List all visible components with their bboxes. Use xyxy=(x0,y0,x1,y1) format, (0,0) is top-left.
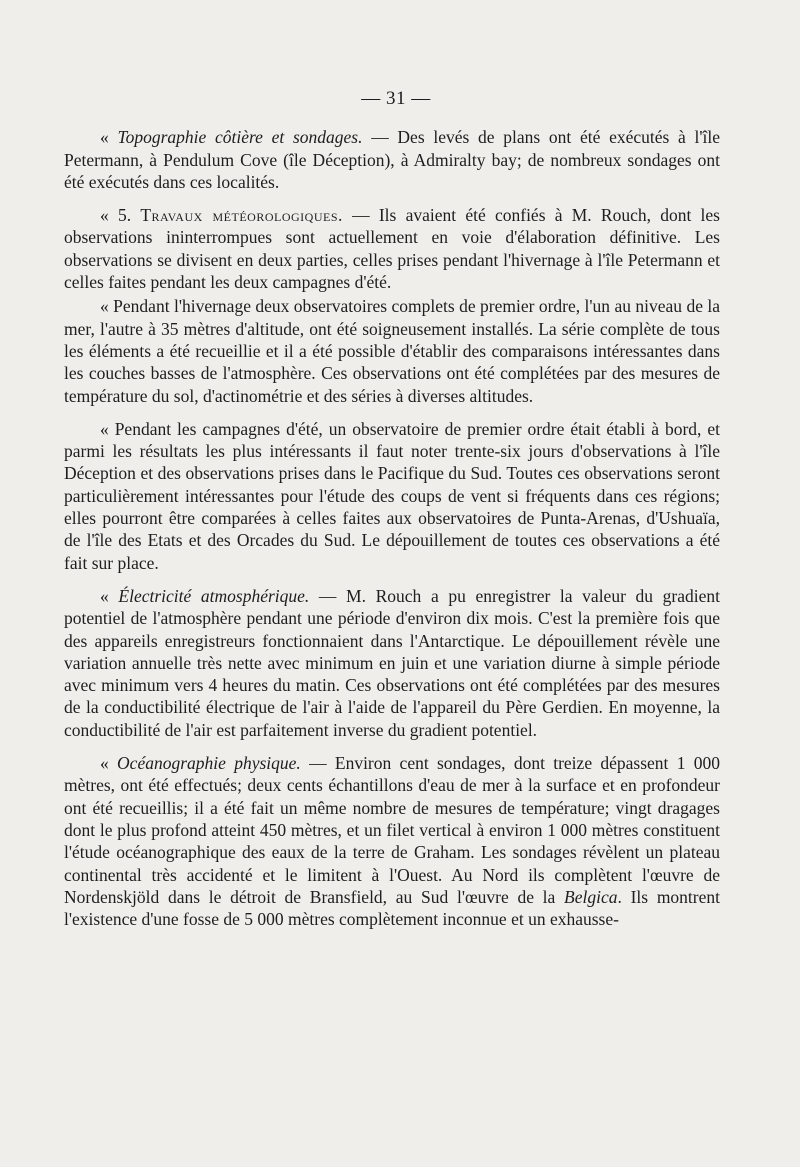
paragraph-text: — Environ cent sondages, dont treize dépassent 1 000 mètres, ont été effectués; deux cents échantillons d'eau de mer à la surface et en profondeur ont été recueillis; il a été fait un même nombre de mesures de température; vingt dragages dont le plus profond atteint 450 mètres, et un filet vertical à environ 1 000 mètres constituent l'étude océanographique des eaux de la terre de Graham. Les sondages révèlent un plateau continental très accidenté et le limitent à l'Ouest. Au Nord ils complètent l'œuvre de Nordenskjöld dans le détroit de Bransfield, au Sud l'œuvre de la xyxy=(64,753,721,907)
paragraph-text-end: . Ils montrent l'existence d'une fosse de 5 000 mètres complètement inconnue et un exhausse- xyxy=(64,886,721,930)
page-number: — 31 — xyxy=(361,88,431,109)
paragraph-oceanographie xyxy=(64,752,720,930)
opening-quote: « xyxy=(100,127,118,148)
opening-quote: « xyxy=(100,205,118,226)
section-number: 5. xyxy=(117,205,141,226)
section-lead-oceanographie: Océanographie physique. xyxy=(117,753,301,774)
section-title-travaux-meteorologiques: Travaux météorologiques. xyxy=(140,205,343,226)
paragraph-text: — Des levés de plans ont été exécutés à l'île Petermann, à Pendulum Cove (île Déception), à Admiralty bay; de nombreux sondages ont été exécutés dans ces localités. xyxy=(64,127,721,192)
paragraph-electricite xyxy=(64,585,720,741)
paragraph-text: — M. Rouch a pu enregistrer la valeur du gradient potentiel de l'atmosphère pendant une période d'environ dix mois. C'est la première fois que des appareils enregistreurs fonctionnaient dans l'Antarctique. Le dépouillement révèle une variation annuelle très nette avec minimum en juin et une variation diurne à simple période avec minimum vers 4 heures du matin. Ces observations ont été complétées par des mesures de la conductibilité électrique de l'air à l'aide de l'appareil du Père Gerdien. En moyenne, la conductibilité de l'air est parfaitement inverse du gradient potentiel. xyxy=(64,585,721,740)
opening-quote: « xyxy=(100,753,118,774)
paragraph-hivernage xyxy=(64,295,720,406)
paragraph-travaux-meteorologiques xyxy=(64,204,720,293)
paragraph-topographie xyxy=(64,126,720,193)
section-lead-electricite: Électricité atmosphérique. xyxy=(118,585,310,606)
paragraph-text: Pendant l'hivernage deux observatoires complets de premier ordre, l'un au niveau de la mer, l'autre à 35 mètres d'altitude, ont été soigneusement installés. La série complète de tous les éléments a été recueillie et il a été possible d'établir des comparaisons intéressantes dans les couches basses de l'atmosphère. Ces observations ont été complétées par des mesures de température du sol, d'actinométrie et des séries à diverses altitudes. xyxy=(64,296,721,406)
paragraph-campagnes-ete xyxy=(64,418,720,574)
section-lead-topographie: Topographie côtière et sondages. xyxy=(117,127,363,148)
opening-quote: « xyxy=(100,585,119,606)
opening-quote: « xyxy=(100,418,115,439)
paragraph-text: Pendant les campagnes d'été, un observatoire de premier ordre était établi à bord, et parmi les résultats les plus intéressants il faut noter trente-six jours d'observations à l'île Déception et des observations prises dans le Pacifique du Sud. Toutes ces observations seront particulièrement intéressantes pour l'étude des coups de vent si fréquents dans ces régions; elles pourront être comparées à celles faites aux observatoires de Punta-Arenas, d'Ushuaïa, de l'île des Etats et des Orcades du Sud. Le dépouillement de toutes ces observations a été fait sur place. xyxy=(64,418,720,573)
ship-name-belgica: Belgica xyxy=(564,886,618,907)
paragraph-text: — Ils avaient été confiés à M. Rouch, dont les observations ininterrompues sont actuellement en voie d'élaboration définitive. Les observations se divisent en deux parties, celles prises pendant l'hivernage à l'île Petermann et celles faites pendant les deux campagnes d'été. xyxy=(64,205,720,293)
opening-quote: « xyxy=(100,296,114,317)
